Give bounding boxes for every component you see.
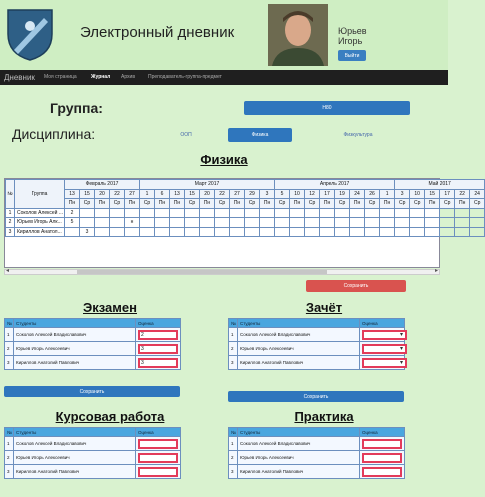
journal-mark-cell[interactable] (185, 208, 200, 218)
grade-input[interactable]: 3 (138, 358, 178, 368)
col-student-header: Студенты (238, 319, 360, 328)
journal-mark-cell[interactable] (110, 208, 125, 218)
journal-mark-cell[interactable] (305, 218, 320, 228)
student-name: Кириллов Анатолий Павлович (14, 465, 136, 479)
journal-mark-cell[interactable] (170, 227, 185, 237)
col-grade-header: Оценка (136, 428, 181, 437)
journal-mark-cell[interactable] (185, 227, 200, 237)
row-no: 1 (229, 437, 238, 451)
journal-weekday: Ср (305, 199, 320, 209)
journal-weekday: Ср (215, 199, 230, 209)
journal-mark-cell[interactable] (380, 227, 395, 237)
journal-mark-cell[interactable] (95, 208, 110, 218)
table-row (229, 328, 405, 342)
grade-input[interactable] (138, 453, 178, 463)
discipline-tab-oop[interactable]: ООП (180, 132, 192, 138)
table-row (229, 356, 405, 370)
journal-mark-cell[interactable] (290, 227, 305, 237)
student-name: Юрьев Игорь Алексеевич (14, 451, 136, 465)
col-student-header: Студенты (14, 428, 136, 437)
journal-mark-cell[interactable] (425, 208, 440, 218)
journal-title: Физика (200, 152, 248, 167)
journal-mark-cell[interactable] (305, 208, 320, 218)
journal-mark-cell[interactable] (80, 218, 95, 228)
journal-weekday: Ср (470, 199, 485, 209)
journal-mark-cell[interactable] (230, 208, 245, 218)
table-row (5, 356, 181, 370)
journal-mark-cell[interactable] (155, 218, 170, 228)
journal-save-button[interactable]: Сохранить (306, 280, 406, 292)
student-name: Юрьев Игорь Алексеевич (238, 451, 360, 465)
journal-weekday: Пн (455, 199, 470, 209)
journal-weekday: Пн (170, 199, 185, 209)
journal-mark-cell[interactable] (245, 208, 260, 218)
journal-mark-cell[interactable] (335, 227, 350, 237)
header (0, 0, 448, 70)
row-no: 2 (229, 342, 238, 356)
journal-date: 29 (245, 189, 260, 199)
row-no: 1 (5, 437, 14, 451)
journal-mark-cell[interactable] (275, 227, 290, 237)
table-row (5, 437, 181, 451)
journal-mark-cell[interactable] (320, 218, 335, 228)
user-first-name: Игорь (338, 36, 363, 46)
discipline-tab-pe[interactable]: Физкультура (343, 132, 373, 138)
student-name: Юрьев Игорь Алексеевич (238, 342, 360, 356)
journal-month-header: Май 2017 (395, 180, 485, 190)
journal-mark-cell[interactable] (455, 208, 470, 218)
journal-mark-cell[interactable] (65, 227, 80, 237)
journal-mark-cell[interactable] (155, 208, 170, 218)
journal-date: 24 (350, 189, 365, 199)
grade-cell (136, 451, 181, 465)
journal-mark-cell[interactable] (470, 227, 485, 237)
user-avatar (268, 4, 328, 66)
journal-date: 15 (185, 189, 200, 199)
journal-weekday: Пн (425, 199, 440, 209)
exam-table (4, 318, 181, 370)
row-no: 2 (5, 451, 14, 465)
journal-mark-cell[interactable] (170, 208, 185, 218)
journal-date: 17 (440, 189, 455, 199)
journal-mark-cell[interactable] (380, 218, 395, 228)
journal-date: 26 (365, 189, 380, 199)
journal-mark-cell[interactable] (200, 218, 215, 228)
journal-mark-cell[interactable] (260, 218, 275, 228)
journal-row (6, 208, 485, 218)
journal-date: 20 (95, 189, 110, 199)
journal-weekday: Пн (320, 199, 335, 209)
credit-title: Зачёт (305, 300, 343, 315)
journal-weekday: Пн (155, 199, 170, 209)
table-row (5, 328, 181, 342)
journal-mark-cell[interactable] (95, 218, 110, 228)
journal-weekday: Пн (290, 199, 305, 209)
journal-weekday: Ср (365, 199, 380, 209)
discipline-tab-physics[interactable]: Физика (228, 128, 292, 142)
discipline-label: Дисциплина: (12, 126, 96, 142)
grade-select[interactable] (362, 358, 407, 368)
credit-table (228, 318, 405, 370)
journal-mark-cell[interactable] (320, 208, 335, 218)
col-no-header: № (229, 428, 238, 437)
journal-mark-cell[interactable]: 3 (80, 227, 95, 237)
journal-mark-cell[interactable] (230, 218, 245, 228)
top-navbar (0, 70, 448, 85)
journal-weekday: Пн (95, 199, 110, 209)
journal-table (5, 179, 485, 237)
journal-mark-cell[interactable] (395, 218, 410, 228)
journal-student-name: Юрьев Игорь Алк... (15, 218, 65, 228)
row-no: 1 (229, 328, 238, 342)
journal-mark-cell[interactable] (335, 208, 350, 218)
journal-mark-cell[interactable] (350, 208, 365, 218)
journal-mark-cell[interactable] (425, 218, 440, 228)
journal-mark-cell[interactable] (140, 227, 155, 237)
scroll-right-icon[interactable]: ▸ (434, 268, 438, 274)
logout-button[interactable]: Выйти (338, 50, 366, 61)
journal-col-group: Группа (15, 180, 65, 209)
journal-mark-cell[interactable] (440, 208, 455, 218)
journal-mark-cell[interactable] (455, 218, 470, 228)
journal-weekday: Ср (335, 199, 350, 209)
grade-input[interactable] (362, 453, 402, 463)
journal-weekday: Пн (380, 199, 395, 209)
journal-mark-cell[interactable] (470, 218, 485, 228)
university-logo-icon (4, 4, 56, 62)
col-student-header: Студенты (238, 428, 360, 437)
journal-weekday: Пн (230, 199, 245, 209)
row-no: 3 (229, 356, 238, 370)
student-name: Кириллов Анатолий Павлович (238, 465, 360, 479)
journal-weekday: Пн (260, 199, 275, 209)
journal-weekday: Ср (275, 199, 290, 209)
group-label: Группа: (50, 100, 103, 116)
student-name: Кириллов Анатолий Павлович (14, 356, 136, 370)
journal-date: 22 (455, 189, 470, 199)
journal-mark-cell[interactable] (410, 208, 425, 218)
journal-mark-cell[interactable]: 5 (65, 218, 80, 228)
coursework-table (4, 427, 181, 479)
journal-mark-cell[interactable] (365, 218, 380, 228)
grade-cell (136, 437, 181, 451)
journal-student-name: Кириллов Анатол... (15, 227, 65, 237)
journal-mark-cell[interactable] (425, 227, 440, 237)
journal-mark-cell[interactable] (395, 227, 410, 237)
coursework-title: Курсовая работа (55, 409, 165, 424)
journal-mark-cell[interactable] (140, 208, 155, 218)
practice-title: Практика (294, 409, 354, 424)
grade-cell (136, 342, 181, 356)
journal-mark-cell[interactable] (110, 218, 125, 228)
journal-mark-cell[interactable] (215, 218, 230, 228)
journal-mark-cell[interactable] (215, 227, 230, 237)
journal-mark-cell[interactable] (110, 227, 125, 237)
journal-row-no: 3 (6, 227, 15, 237)
journal-mark-cell[interactable] (170, 218, 185, 228)
row-no: 3 (5, 465, 14, 479)
row-no: 2 (229, 451, 238, 465)
journal-mark-cell[interactable] (290, 218, 305, 228)
journal-mark-cell[interactable] (140, 218, 155, 228)
journal-weekday: Ср (80, 199, 95, 209)
row-no: 1 (5, 328, 14, 342)
row-no: 3 (5, 356, 14, 370)
grade-input[interactable] (362, 467, 402, 477)
journal-date: 17 (320, 189, 335, 199)
journal-mark-cell[interactable] (200, 208, 215, 218)
journal-mark-cell[interactable] (395, 208, 410, 218)
grade-cell (360, 451, 405, 465)
grade-input[interactable]: 2 (138, 330, 178, 340)
grade-cell (360, 465, 405, 479)
user-name (338, 26, 367, 46)
table-row (229, 451, 405, 465)
scrollbar-thumb[interactable] (77, 270, 327, 274)
journal-col-no: № (6, 180, 15, 209)
col-grade-header: Оценка (360, 319, 405, 328)
journal-mark-cell[interactable] (245, 227, 260, 237)
nav-item-my-page[interactable]: Моя страница (44, 74, 77, 80)
journal-weekday: Ср (395, 199, 410, 209)
credit-save-button[interactable]: Сохранить (228, 391, 404, 402)
grade-input[interactable] (138, 439, 178, 449)
practice-table (228, 427, 405, 479)
journal-row (6, 218, 485, 228)
journal-table-container (4, 178, 481, 268)
journal-mark-cell[interactable] (365, 208, 380, 218)
nav-item-teacher-group-subject[interactable]: Преподаватель-группа-предмет (148, 74, 222, 80)
journal-date: 13 (65, 189, 80, 199)
table-row (5, 342, 181, 356)
journal-weekday: Ср (440, 199, 455, 209)
student-name: Соколов Алексей Владиславович (238, 437, 360, 451)
journal-row-no: 1 (6, 208, 15, 218)
grade-cell (136, 356, 181, 370)
col-grade-header: Оценка (136, 319, 181, 328)
journal-weekday: Пн (65, 199, 80, 209)
grade-input[interactable] (362, 439, 402, 449)
grade-input[interactable] (138, 467, 178, 477)
student-name: Юрьев Игорь Алексеевич (14, 342, 136, 356)
col-no-header: № (5, 319, 14, 328)
journal-date: 22 (110, 189, 125, 199)
grade-select[interactable] (362, 330, 407, 340)
journal-row-no: 2 (6, 218, 15, 228)
journal-date: 1 (380, 189, 395, 199)
grade-select[interactable] (362, 344, 407, 354)
journal-mark-cell[interactable] (125, 227, 140, 237)
journal-mark-cell[interactable] (215, 208, 230, 218)
journal-mark-cell[interactable] (410, 218, 425, 228)
grade-cell (360, 342, 405, 356)
journal-mark-cell[interactable] (275, 208, 290, 218)
journal-mark-cell[interactable] (350, 227, 365, 237)
journal-date: 1 (140, 189, 155, 199)
journal-mark-cell[interactable] (320, 227, 335, 237)
journal-mark-cell[interactable] (245, 218, 260, 228)
grade-input[interactable]: 3 (138, 344, 178, 354)
nav-item-journal[interactable]: Журнал (91, 74, 111, 80)
journal-mark-cell[interactable] (440, 218, 455, 228)
journal-mark-cell[interactable] (380, 208, 395, 218)
journal-weekday: Пн (125, 199, 140, 209)
student-name: Кириллов Анатолий Павлович (238, 356, 360, 370)
journal-date: 6 (155, 189, 170, 199)
col-no-header: № (5, 428, 14, 437)
scroll-left-icon[interactable]: ◂ (6, 268, 10, 274)
journal-date: 3 (260, 189, 275, 199)
journal-date: 10 (290, 189, 305, 199)
col-no-header: № (229, 319, 238, 328)
journal-date: 10 (410, 189, 425, 199)
row-no: 2 (5, 342, 14, 356)
journal-weekday: Ср (410, 199, 425, 209)
journal-mark-cell[interactable] (95, 227, 110, 237)
col-grade-header: Оценка (360, 428, 405, 437)
user-last-name: Юрьев (338, 26, 367, 36)
journal-mark-cell[interactable] (470, 208, 485, 218)
student-name: Соколов Алексей Владиславович (14, 328, 136, 342)
journal-month-header: Февраль 2017 (65, 180, 140, 190)
grade-cell (360, 356, 405, 370)
journal-mark-cell[interactable]: н (125, 218, 140, 228)
user-photo-icon (268, 4, 328, 66)
journal-weekday: Ср (245, 199, 260, 209)
journal-mark-cell[interactable] (455, 227, 470, 237)
journal-weekday: Пн (350, 199, 365, 209)
journal-weekday: Ср (140, 199, 155, 209)
journal-mark-cell[interactable] (335, 218, 350, 228)
group-select-button[interactable]: Н80 (244, 101, 410, 115)
journal-mark-cell[interactable] (230, 227, 245, 237)
grade-cell (360, 437, 405, 451)
journal-student-name: Соколов Алексей ... (15, 208, 65, 218)
journal-mark-cell[interactable] (440, 227, 455, 237)
journal-mark-cell[interactable] (365, 227, 380, 237)
journal-date: 15 (80, 189, 95, 199)
journal-date: 20 (200, 189, 215, 199)
exam-save-button[interactable]: Сохранить (4, 386, 180, 397)
app-title: Электронный дневник (80, 24, 235, 41)
nav-item-archive[interactable]: Архив (121, 74, 136, 80)
journal-month-header: Март 2017 (140, 180, 275, 190)
exam-title: Экзамен (83, 300, 137, 315)
student-name: Соколов Алексей Владиславович (238, 328, 360, 342)
col-student-header: Студенты (14, 319, 136, 328)
journal-date: 3 (395, 189, 410, 199)
journal-mark-cell[interactable] (125, 208, 140, 218)
journal-mark-cell[interactable] (185, 218, 200, 228)
table-row (229, 437, 405, 451)
journal-mark-cell[interactable] (410, 227, 425, 237)
journal-scrollbar[interactable] (4, 269, 440, 275)
row-no: 3 (229, 465, 238, 479)
journal-date: 13 (170, 189, 185, 199)
journal-date: 27 (125, 189, 140, 199)
journal-weekday: Ср (185, 199, 200, 209)
journal-date: 12 (305, 189, 320, 199)
table-row (229, 465, 405, 479)
journal-row (6, 227, 485, 237)
journal-mark-cell[interactable] (305, 227, 320, 237)
journal-mark-cell[interactable] (275, 218, 290, 228)
journal-mark-cell[interactable] (155, 227, 170, 237)
journal-mark-cell[interactable] (260, 227, 275, 237)
journal-mark-cell[interactable] (200, 227, 215, 237)
journal-mark-cell[interactable] (260, 208, 275, 218)
journal-date: 5 (275, 189, 290, 199)
table-row (5, 465, 181, 479)
student-name: Соколов Алексей Владиславович (14, 437, 136, 451)
grade-cell (136, 328, 181, 342)
journal-mark-cell[interactable]: 2 (65, 208, 80, 218)
grade-cell (360, 328, 405, 342)
journal-mark-cell[interactable] (350, 218, 365, 228)
grade-cell (136, 465, 181, 479)
table-row (229, 342, 405, 356)
nav-brand[interactable]: Дневник (4, 73, 35, 82)
journal-date: 27 (230, 189, 245, 199)
journal-date: 19 (335, 189, 350, 199)
journal-month-header: Апрель 2017 (275, 180, 395, 190)
journal-weekday: Ср (110, 199, 125, 209)
journal-date: 22 (215, 189, 230, 199)
journal-mark-cell[interactable] (290, 208, 305, 218)
journal-date: 24 (470, 189, 485, 199)
journal-date: 15 (425, 189, 440, 199)
journal-mark-cell[interactable] (80, 208, 95, 218)
table-row (5, 451, 181, 465)
journal-weekday: Пн (200, 199, 215, 209)
